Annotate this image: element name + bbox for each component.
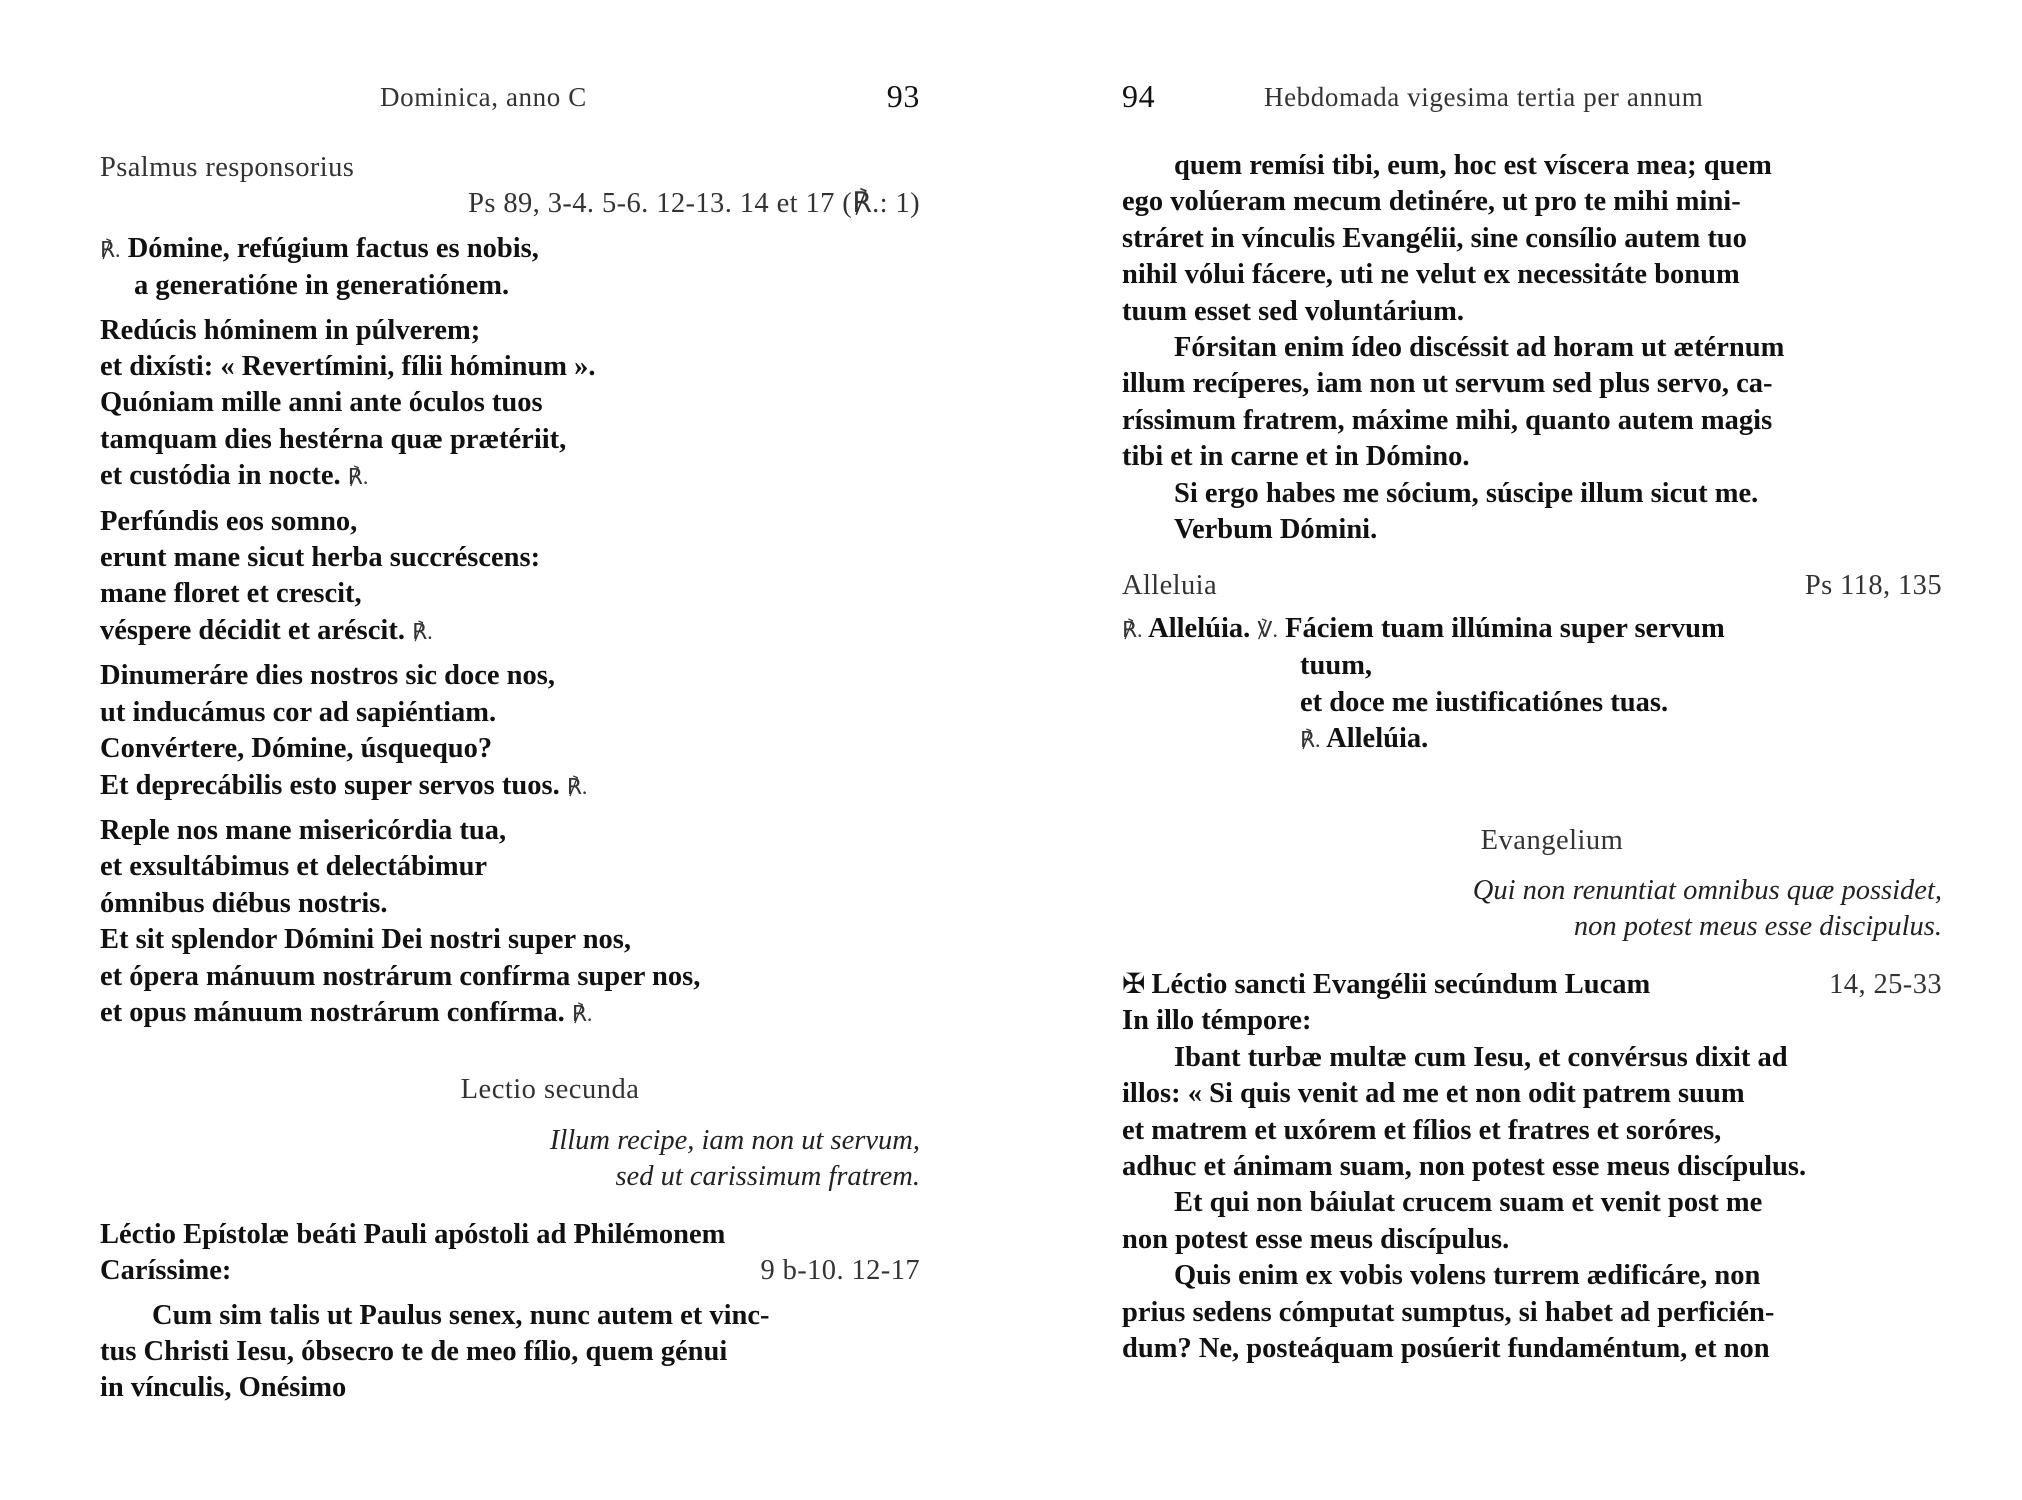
response-symbol: ℟. — [412, 618, 433, 644]
verse-line: Dinumeráre dies nostros sic doce nos, — [100, 660, 555, 692]
running-header-right — [1122, 78, 1942, 122]
running-title: Dominica, anno C — [380, 82, 587, 112]
text-line: non potest esse meus discípulus. — [1122, 1223, 1510, 1255]
text-line: tuum esset sed voluntárium. — [1122, 295, 1465, 327]
text-line: ríssimum fratrem, máxime mihi, quanto autem magis — [1122, 404, 1773, 436]
page-number: 93 — [886, 78, 920, 114]
running-header-left — [100, 78, 920, 122]
reading-continuation — [1122, 148, 1942, 548]
verse-text: et opus mánuum nostrárum confírma. — [100, 996, 565, 1028]
text-line: in vínculis, Onésimo — [100, 1372, 347, 1404]
text-line: Cum sim talis ut Paulus senex, nunc autem et vinc- — [152, 1299, 770, 1331]
lectio-secunda-heading: Lectio secunda — [460, 1074, 640, 1106]
text-line: tibi et in carne et in Dómino. — [1122, 441, 1470, 473]
evangelium-motto — [1122, 873, 1942, 945]
verse-line: mane floret et crescit, — [100, 578, 362, 610]
verse-symbol: ℣. — [1257, 616, 1278, 642]
verse-line: et exsultábimus et delectábimur — [100, 851, 488, 883]
text-line: stráret in vínculis Evangélii, sine consílio autem tuo — [1122, 222, 1747, 254]
motto-line: Illum recipe, iam non ut servum, — [549, 1124, 920, 1156]
verse-line: ómnibus diébus nostris. — [100, 887, 388, 919]
text-line: nihil vólui fácere, uti ne velut ex necessitáte bonum — [1122, 259, 1740, 291]
alleluia-final — [1122, 721, 1942, 758]
alleluia-verse-cont: tuum, — [1300, 650, 1373, 682]
verse-line: tamquam dies hestérna quæ prætériit, — [100, 423, 567, 455]
motto-line: non potest meus esse discipulus. — [1573, 910, 1942, 942]
verse-line: Reple nos mane misericórdia tua, — [100, 814, 507, 846]
psalm-stanza-1 — [100, 313, 920, 496]
text-line: Si ergo habes me sócium, súscipe illum sicut me. — [1174, 477, 1759, 509]
page-number: 94 — [1122, 78, 1156, 114]
verse-line: Perfúndis eos somno, — [100, 505, 358, 537]
verse-line: Quóniam mille anni ante óculos tuos — [100, 387, 543, 419]
verse-line: et dixísti: « Revertímini, fílii hóminum ». — [100, 351, 596, 383]
psalm-heading: Psalmus responsorius — [100, 152, 355, 183]
motto-line: sed ut carissimum fratrem. — [615, 1160, 920, 1192]
verse-line: Convértere, Dómine, úsquequo? — [100, 733, 493, 765]
text-line: Quis enim ex vobis volens turrem ædificáre, non — [1174, 1260, 1761, 1292]
response-symbol: ℟. — [571, 1000, 593, 1026]
running-title: Hebdomada vigesima tertia per annum — [1264, 82, 1704, 112]
response-symbol: ℟. — [1300, 727, 1321, 753]
verse-text: et custódia in nocte. — [100, 460, 341, 492]
response-line: a generatióne in generatiónem. — [134, 270, 510, 302]
verse-line — [100, 995, 920, 1032]
text-line: Ibant turbæ multæ cum Iesu, et convérsus dixit ad — [1174, 1041, 1788, 1073]
psalm-reference — [100, 186, 920, 222]
response-symbol: ℟. — [347, 464, 369, 490]
gospel-title — [1122, 967, 1650, 1003]
verse-line: Redúcis hóminem in púlverem; — [100, 314, 481, 346]
verse-text: véspere décidit et aréscit. — [100, 614, 405, 646]
motto-line: Qui non renuntiat omnibus quæ possidet, — [1472, 874, 1942, 906]
verse-line: et ópera mánuum nostrárum confírma super nos, — [100, 960, 701, 992]
text-line: ego volúeram mecum detinére, ut pro te mihi mini- — [1122, 186, 1741, 218]
alleluia-reference: Ps 118, 135 — [1804, 570, 1942, 602]
response-symbol: ℟. — [1122, 616, 1143, 642]
gospel-reference: 14, 25-33 — [1829, 968, 1942, 1000]
reading-title: Léctio Epístolæ beáti Pauli apóstoli ad Philémonem — [100, 1218, 726, 1250]
psalm-response — [100, 231, 920, 268]
text-line: dum? Ne, posteáquam posúerit fundaméntum, et non — [1122, 1332, 1770, 1364]
alleluia-heading: Alleluia — [1122, 570, 1218, 602]
response-line: Dómine, refúgium factus es nobis, — [127, 232, 539, 264]
gospel-title-row — [1122, 967, 1942, 1003]
alleluia-block — [1122, 611, 1942, 759]
text-line: illos: « Si quis venit ad me et non odit patrem suum — [1122, 1078, 1745, 1110]
alleluia-line — [1122, 611, 1942, 648]
right-page-body — [1122, 148, 1942, 1367]
text-line: Et qui non báiulat crucem suam et venit post me — [1174, 1187, 1763, 1219]
text-line: quem remísi tibi, eum, hoc est víscera mea; quem — [1174, 150, 1772, 181]
left-page — [100, 0, 920, 1500]
gospel-incipit: In illo témpore: — [1122, 1005, 1312, 1037]
alleluia-heading-row — [1122, 568, 1942, 604]
right-page — [1122, 0, 1942, 1500]
gospel-text — [1122, 1040, 1942, 1368]
evangelium-heading: Evangelium — [1480, 824, 1624, 856]
response-symbol: ℟. — [100, 236, 121, 262]
verse-line: ut inducámus cor ad sapiéntiam. — [100, 696, 497, 728]
cross-icon: ✠ — [1122, 968, 1146, 1000]
reading-reference: 9 b-10. 12-17 — [760, 1255, 920, 1287]
alleluia-verse: Fáciem tuam illúmina super servum — [1285, 612, 1725, 644]
left-page-body — [100, 150, 920, 1407]
text-line: adhuc et ánimam suam, non potest esse meus discípulus. — [1122, 1150, 1807, 1182]
verse-line — [100, 768, 920, 805]
reading-text — [100, 1298, 920, 1407]
psalm-reference-text: Ps 89, 3-4. 5-6. 12-13. 14 et 17 — [468, 188, 835, 220]
closing-line: Verbum Dómini. — [1174, 514, 1378, 546]
psalm-response-ref: (℟.: 1) — [842, 188, 920, 220]
psalm-stanza-4 — [100, 813, 920, 1032]
alleluia-response: Allelúia. — [1148, 612, 1251, 644]
verse-line: Et sit splendor Dómini Dei nostri super nos, — [100, 924, 632, 956]
alleluia-final-response: Allelúia. — [1326, 723, 1429, 755]
reading-incipit: Caríssime: — [100, 1255, 232, 1287]
verse-line — [100, 458, 920, 495]
psalm-stanza-3 — [100, 658, 920, 805]
text-line: et matrem et uxórem et fílios et fratres et soróres, — [1122, 1114, 1722, 1146]
text-line: Fórsitan enim ídeo discéssit ad horam ut ætérnum — [1174, 332, 1785, 364]
verse-line: erunt mane sicut herba succréscens: — [100, 542, 541, 574]
alleluia-verse-line: et doce me iustificatiónes tuas. — [1300, 686, 1669, 718]
verse-line — [100, 613, 920, 650]
text-line: illum recíperes, iam non ut servum sed plus servo, ca- — [1122, 368, 1773, 400]
verse-text: Et deprecábilis esto super servos tuos. — [100, 769, 560, 801]
reading-incipit-row — [100, 1253, 920, 1289]
psalm-stanza-2 — [100, 504, 920, 651]
text-line: prius sedens cómputat sumptus, si habet ad perficién- — [1122, 1296, 1775, 1328]
lectio-secunda-motto — [100, 1123, 920, 1195]
response-symbol: ℟. — [566, 773, 588, 799]
gospel-title-text: Léctio sancti Evangélii secúndum Lucam — [1151, 968, 1651, 1000]
text-line: tus Christi Iesu, óbsecro te de meo fílio, quem génui — [100, 1335, 728, 1367]
